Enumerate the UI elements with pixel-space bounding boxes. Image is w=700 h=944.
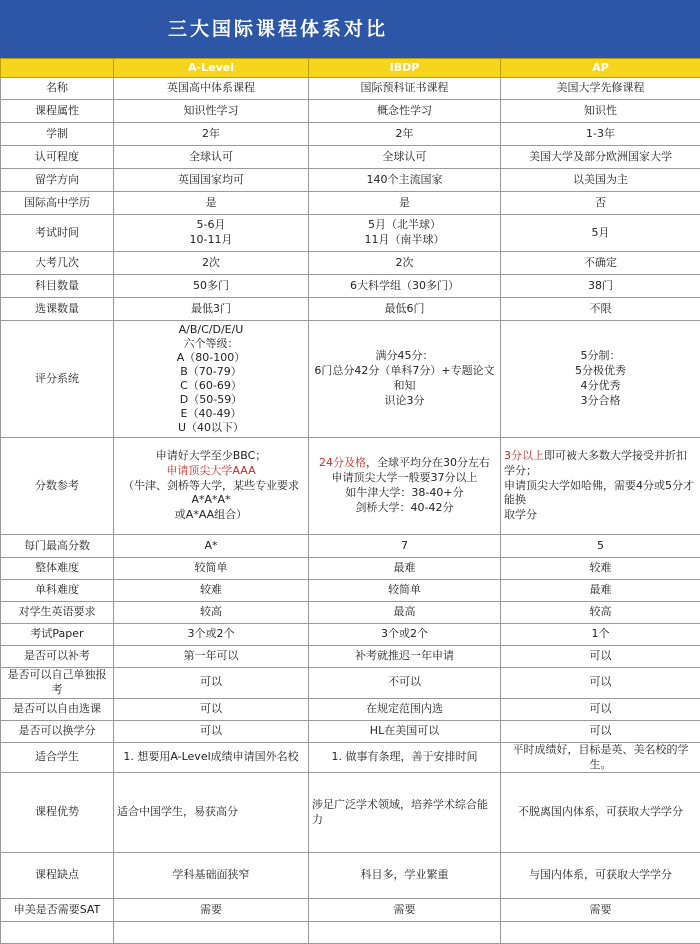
alevel-line: U（40以下） [117,421,305,435]
table-row [1,123,700,146]
ibdp-cell: 2次 [309,252,501,275]
table-row [1,78,700,100]
ibdp-line [312,456,497,471]
alevel-line: C（60-69） [117,379,305,393]
header-ap: AP [501,59,700,78]
ibdp-cell: 最高 [309,602,501,624]
ibdp-cell: 7 [309,535,501,558]
alevel-cell: 2次 [114,252,309,275]
alevel-cell: 1. 想要用A-Level成绩申请国外名校 [114,742,309,773]
ibdp-cell [309,773,501,853]
ibdp-cell: 是 [309,192,501,215]
ibdp-cell [309,321,501,438]
ap-line: 4分优秀 [504,379,697,394]
row-label: 考试时间 [1,215,114,252]
row-label: 是否可以换学分 [1,720,114,742]
row-label: 科目数量 [1,275,114,298]
alevel-cell: 需要 [114,899,309,922]
alevel-cell: 2年 [114,123,309,146]
alevel-cell: 较高 [114,602,309,624]
alevel-line: D（50-59） [117,393,305,407]
ap-line: 申请顶尖大学如哈佛，需要4分或5分才能换 [504,479,697,509]
row-label: 是否可以补考 [1,646,114,668]
ap-cell: 以美国为主 [501,169,700,192]
ap-text: 即可被大多数大学接受并折扣学分； [504,449,687,477]
alevel-cell: 英国高中体系课程 [114,78,309,100]
ap-cell: 较难 [501,558,700,580]
row-label: 是否可以自由选课 [1,698,114,720]
alevel-line: A（80-100） [117,351,305,365]
table-row [1,558,700,580]
alevel-cell: 知识性学习 [114,100,309,123]
ibdp-cell: 140个主流国家 [309,169,501,192]
table-row [1,742,700,773]
alevel-cell: 第一年可以 [114,646,309,668]
ibdp-line: 涉足广泛学术领域，培养学术综合能力 [312,798,497,828]
alevel-cell: 可以 [114,720,309,742]
row-label: 课程优势 [1,773,114,853]
ap-cell: 知识性 [501,100,700,123]
table-row [1,146,700,169]
ap-cell: 可以 [501,720,700,742]
ap-line: 5分制： [504,349,697,364]
ap-cell: 与国内体系，可获取大学学分 [501,853,700,899]
title-banner [0,0,700,58]
alevel-cell: A* [114,535,309,558]
table-row [1,922,700,944]
ap-line: 5分极优秀 [504,364,697,379]
table-row [1,438,700,535]
ibdp-text: ，全球平均分在30分左右 [366,456,490,469]
ap-highlight: 3分以上 [504,449,544,462]
table-header-row [1,59,700,78]
alevel-line: 5-6月 [117,218,305,233]
ibdp-cell: 在规定范围内选 [309,698,501,720]
row-label: 大考几次 [1,252,114,275]
ap-cell: 5月 [501,215,700,252]
table-row [1,298,700,321]
table-row [1,252,700,275]
alevel-line: A/B/C/D/E/U [117,323,305,337]
ap-cell: 5 [501,535,700,558]
ibdp-line: 如牛津大学：38-40+分 [312,486,497,501]
ap-cell: 可以 [501,668,700,699]
ap-cell: 美国大学先修课程 [501,78,700,100]
alevel-line: 10-11月 [117,233,305,248]
alevel-cell: 可以 [114,698,309,720]
row-label: 分数参考 [1,438,114,535]
ap-cell: 需要 [501,899,700,922]
table-row [1,535,700,558]
ibdp-cell: 不可以 [309,668,501,699]
row-label: 课程属性 [1,100,114,123]
ibdp-cell: 较简单 [309,580,501,602]
ibdp-highlight: 24分及格 [319,456,366,469]
row-label: 对学生英语要求 [1,602,114,624]
alevel-cell [114,215,309,252]
alevel-cell [114,773,309,853]
ap-cell [501,321,700,438]
row-label: 留学方向 [1,169,114,192]
alevel-cell: 全球认可 [114,146,309,169]
alevel-cell: 英国国家均可 [114,169,309,192]
ap-cell: 较高 [501,602,700,624]
row-label: 认可程度 [1,146,114,169]
ibdp-cell: 1. 做事有条理，善于安排时间 [309,742,501,773]
ibdp-cell: 概念性学习 [309,100,501,123]
ibdp-cell [309,215,501,252]
table-row [1,192,700,215]
alevel-cell: 学科基础面狭窄 [114,853,309,899]
table-row [1,169,700,192]
row-label: 国际高中学历 [1,192,114,215]
row-label: 学制 [1,123,114,146]
alevel-line: B（70-79） [117,365,305,379]
page-title: 三大国际课程体系对比 [168,14,388,41]
table-row [1,698,700,720]
table-row [1,100,700,123]
table-row [1,720,700,742]
row-label: 每门最高分数 [1,535,114,558]
row-label: 整体难度 [1,558,114,580]
ibdp-line: 6门总分42分（单科7分）+专题论文和知 [312,364,497,394]
table-row [1,624,700,646]
row-label: 评分系统 [1,321,114,438]
row-label: 是否可以自己单独报考 [1,668,114,699]
ibdp-line: 5月（北半球） [312,218,497,233]
ap-cell [501,438,700,535]
header-ibdp: IBDP [309,59,501,78]
table-row [1,321,700,438]
ap-cell: 平时成绩好，目标是英、美名校的学生。 [501,742,700,773]
ibdp-cell: 2年 [309,123,501,146]
ap-line [504,449,697,479]
ibdp-line: 识论3分 [312,394,497,409]
alevel-line: 六个等级： [117,337,305,351]
ibdp-cell: 6大科学组（30多门） [309,275,501,298]
ap-cell: 可以 [501,646,700,668]
header-alevel: A-Level [114,59,309,78]
ap-cell [501,922,700,944]
ibdp-cell: HL在美国可以 [309,720,501,742]
alevel-line: 或A*AA组合） [117,508,305,523]
alevel-cell: 50多门 [114,275,309,298]
row-label: 课程缺点 [1,853,114,899]
table-row [1,773,700,853]
ap-cell: 最难 [501,580,700,602]
ibdp-cell: 最低6门 [309,298,501,321]
alevel-cell [114,922,309,944]
ap-cell: 38门 [501,275,700,298]
row-label: 考试Paper [1,624,114,646]
ibdp-line: 剑桥大学：40-42分 [312,501,497,516]
alevel-cell [114,321,309,438]
ap-cell: 美国大学及部分欧洲国家大学 [501,146,700,169]
ibdp-cell: 补考就推迟一年申请 [309,646,501,668]
ap-cell: 不限 [501,298,700,321]
table-row [1,899,700,922]
table-row [1,602,700,624]
table-row [1,580,700,602]
row-label: 单科难度 [1,580,114,602]
ibdp-line: 11月（南半球） [312,233,497,248]
ibdp-cell: 3个或2个 [309,624,501,646]
ibdp-cell: 全球认可 [309,146,501,169]
alevel-cell: 3个或2个 [114,624,309,646]
header-blank [1,59,114,78]
ap-line: 3分合格 [504,394,697,409]
table-row [1,853,700,899]
row-label: 名称 [1,78,114,100]
ap-cell: 1-3年 [501,123,700,146]
alevel-cell: 较简单 [114,558,309,580]
alevel-cell: 是 [114,192,309,215]
ibdp-line: 满分45分： [312,349,497,364]
alevel-highlight: 申请顶尖大学AAA [117,464,305,479]
comparison-table [0,58,700,944]
alevel-cell: 可以 [114,668,309,699]
ap-cell: 1个 [501,624,700,646]
ibdp-cell: 科目多，学业繁重 [309,853,501,899]
ap-line: 取学分 [504,508,697,523]
table-row [1,668,700,699]
ibdp-cell: 最难 [309,558,501,580]
alevel-cell: 较难 [114,580,309,602]
row-label: 适合学生 [1,742,114,773]
table-row [1,646,700,668]
alevel-line: 申请好大学至少BBC； [117,449,305,464]
alevel-line: （牛津、剑桥等大学，某些专业要求A*A*A* [117,479,305,509]
table-row [1,275,700,298]
ibdp-cell: 国际预科证书课程 [309,78,501,100]
row-label: 选课数量 [1,298,114,321]
table-row [1,215,700,252]
ibdp-cell: 需要 [309,899,501,922]
ap-cell: 否 [501,192,700,215]
alevel-line: 适合中国学生，易获高分 [117,805,305,820]
row-label [1,922,114,944]
ap-cell: 不确定 [501,252,700,275]
ibdp-cell [309,922,501,944]
ibdp-cell [309,438,501,535]
row-label: 申美是否需要SAT [1,899,114,922]
alevel-cell: 最低3门 [114,298,309,321]
ibdp-line: 申请顶尖大学一般要37分以上 [312,471,497,486]
ap-cell: 不脱离国内体系，可获取大学学分 [501,773,700,853]
alevel-cell [114,438,309,535]
ap-cell: 可以 [501,698,700,720]
alevel-line: E（40-49） [117,407,305,421]
